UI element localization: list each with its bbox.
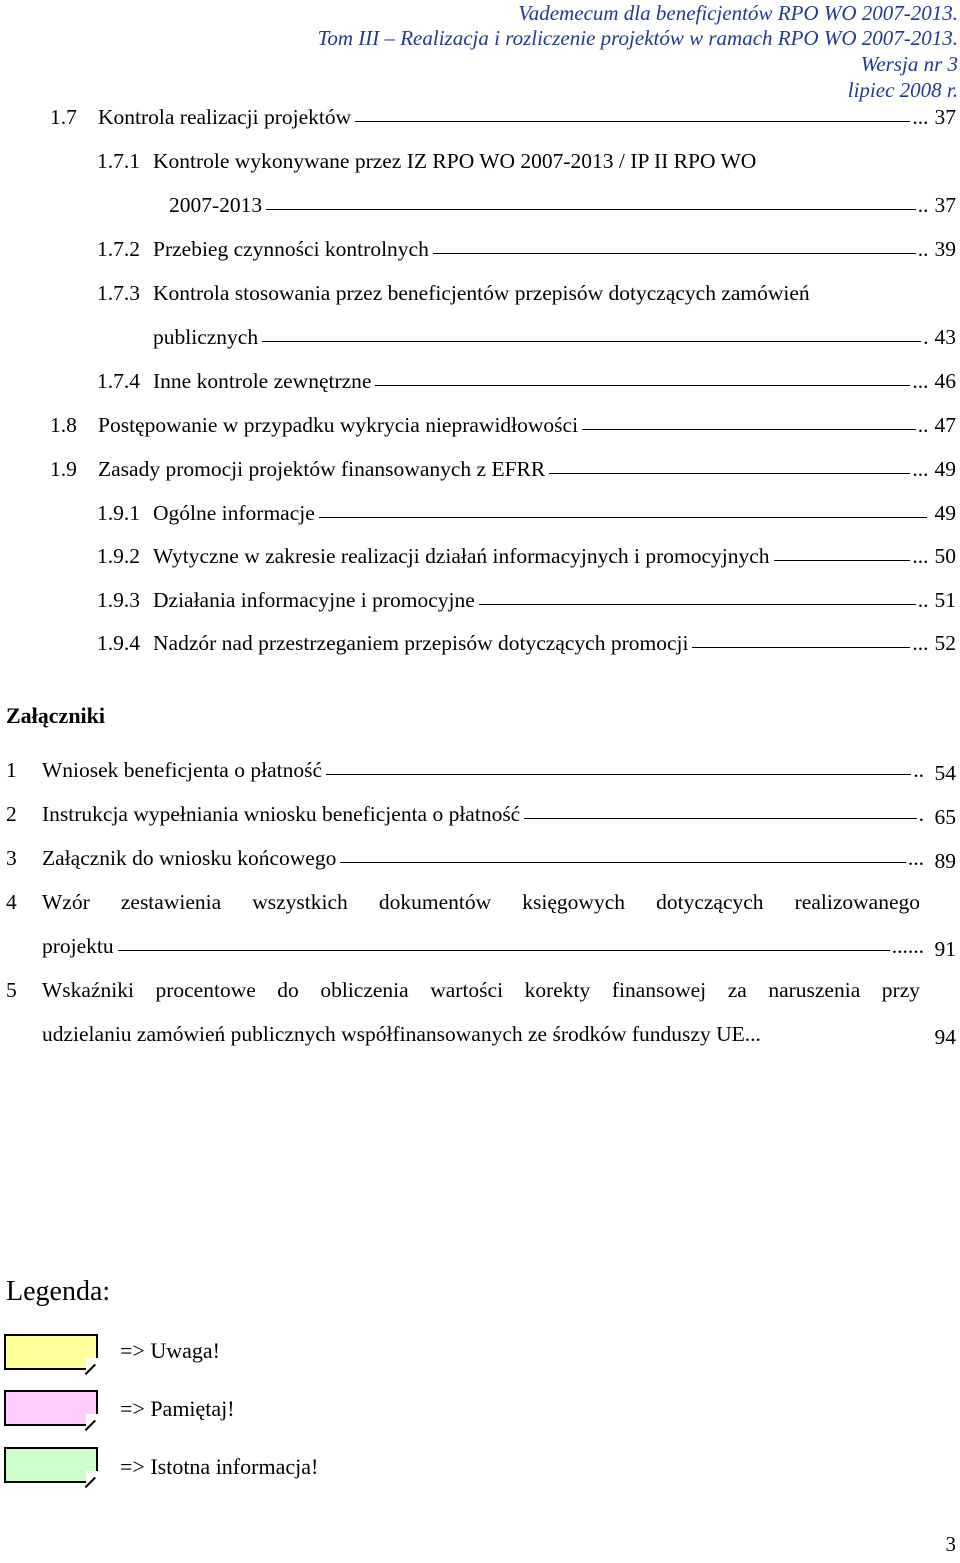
toc-page: 49 [934,457,956,481]
attachment-number: 3 [6,846,17,870]
toc-entry-1-7-1-cont[interactable] [169,192,956,218]
attachment-page: 91 [934,937,956,961]
header-line-1: Vademecum dla beneficjentów RPO WO 2007-2013. [518,1,958,25]
attachment-page: 65 [934,805,956,829]
attachment-dots: ... [907,846,924,870]
toc-entry-1-7-4[interactable] [97,368,956,394]
toc-entry-1-9[interactable] [50,456,956,482]
toc-number: 1.7.3 [97,281,140,305]
toc-page: 39 [934,237,956,261]
page-number: 3 [945,1532,956,1556]
toc-number: 1.8 [50,413,77,437]
toc-page: 37 [934,193,956,217]
legend-label-uwaga: => Uwaga! [120,1338,220,1363]
toc-dots: .. [917,588,929,612]
attachment-page: 54 [934,761,956,785]
toc-entry-1-7-3[interactable] [97,280,956,306]
toc-number: 1.9.1 [97,501,140,525]
attachment-entry-4-cont[interactable] [42,934,924,959]
attachment-entry-5-cont[interactable] [42,1022,924,1047]
legend-swatch-green [4,1447,98,1483]
attachment-number: 2 [6,802,17,826]
toc-leader [524,818,916,819]
toc-number: 1.9.4 [97,631,140,655]
toc-title-continued: 2007-2013 [169,193,263,217]
legend-swatch-pink [4,1390,98,1426]
toc-entry-1-9-1[interactable] [97,500,956,526]
toc-title: Ogólne informacje [153,501,315,525]
toc-title: Zasady promocji projektów finansowanych z EFRR [98,457,546,481]
toc-number: 1.7.2 [97,237,140,261]
toc-dots: .. [917,413,929,437]
attachment-page: 94 [934,1025,956,1049]
toc-leader [266,209,916,210]
header-line-4: lipiec 2008 r. [847,78,958,102]
attachments-heading: Załączniki [6,703,106,728]
toc-leader [118,950,890,951]
attachment-entry-3[interactable] [42,846,924,871]
legend-swatch-yellow [4,1334,98,1370]
toc-dots: .. [917,193,929,217]
attachment-dots: ...... [891,934,924,958]
legend-title: Legenda: [6,1276,111,1307]
legend-label-istotna: => Istotna informacja! [120,1454,319,1479]
toc-entry-1-9-2[interactable] [97,543,956,569]
attachment-number: 4 [6,890,17,914]
toc-leader [549,473,910,474]
attachment-number: 5 [6,978,17,1002]
attachment-entry-4[interactable]: Wzór zestawienia wszystkich dokumentów księgowych dotyczących realizowanego [42,890,920,914]
toc-dots: .. [917,237,929,261]
toc-title: Wytyczne w zakresie realizacji działań informacyjnych i promocyjnych [153,544,770,568]
toc-number: 1.7.1 [97,149,140,173]
attachment-dots: .. [913,758,924,782]
toc-title: Inne kontrole zewnętrzne [153,369,372,393]
toc-page: 52 [934,631,956,655]
toc-title: Kontrola stosowania przez beneficjentów przepisów dotyczących zamówień [153,281,810,305]
toc-leader [355,121,910,122]
toc-number: 1.7.4 [97,369,140,393]
toc-page: 37 [934,105,956,129]
toc-dots: ... [912,631,929,655]
toc-leader [375,385,910,386]
toc-title: Kontrole wykonywane przez IZ RPO WO 2007-2013 / IP II RPO WO [153,149,757,173]
attachment-entry-2[interactable] [42,802,924,827]
attachment-entry-1[interactable] [42,758,924,783]
toc-dots: ... [912,369,929,393]
toc-dots: ... [912,457,929,481]
toc-entry-1-7-3-cont[interactable] [153,324,956,350]
attachment-title: Instrukcja wypełniania wniosku beneficjenta o płatność [42,802,521,826]
toc-title-continued: publicznych [153,325,259,349]
toc-page: 43 [934,325,956,349]
toc-leader [340,862,906,863]
toc-entry-1-9-3[interactable] [97,587,956,613]
attachment-dots: ... [744,1022,761,1046]
toc-dots: ... [912,544,929,568]
toc-number: 1.9 [50,457,77,481]
toc-entry-1-7-2[interactable] [97,236,956,262]
header-line-3: Wersja nr 3 [860,52,958,76]
toc-leader [479,604,916,605]
toc-dots: ... [912,105,929,129]
toc-title: Kontrola realizacji projektów [98,105,352,129]
attachment-entry-5[interactable]: Wskaźniki procentowe do obliczenia wartości korekty finansowej za naruszenia przy [42,978,920,1002]
toc-title: Postępowanie w przypadku wykrycia nieprawidłowości [98,413,579,437]
attachment-page: 89 [934,849,956,873]
toc-page: 47 [934,413,956,437]
toc-title: Przebieg czynności kontrolnych [153,237,429,261]
toc-leader [582,429,916,430]
toc-number: 1.7 [50,105,77,129]
toc-entry-1-9-4[interactable] [97,630,956,656]
toc-entry-1-7-1[interactable] [97,148,956,174]
toc-leader [433,253,916,254]
toc-page: 51 [934,588,956,612]
attachment-title: Załącznik do wniosku końcowego [42,846,337,870]
attachment-title-continued: udzielaniu zamówień publicznych współfinansowanych ze środków funduszy UE [42,1022,745,1046]
toc-entry-1-7[interactable] [50,104,956,130]
attachment-number: 1 [6,758,17,782]
toc-leader [262,341,921,342]
toc-title: Nadzór nad przestrzeganiem przepisów dotyczących promocji [153,631,689,655]
toc-leader [692,647,910,648]
toc-title: Działania informacyjne i promocyjne [153,588,475,612]
attachment-dots: . [918,802,924,826]
toc-number: 1.9.3 [97,588,140,612]
toc-leader [319,517,927,518]
toc-number: 1.9.2 [97,544,140,568]
toc-entry-1-8[interactable] [50,412,956,438]
attachment-title: Wniosek beneficjenta o płatność [42,758,322,782]
attachment-title-continued: projektu [42,934,114,958]
header-line-2: Tom III – Realizacja i rozliczenie projektów w ramach RPO WO 2007-2013. [317,26,958,50]
toc-dots: . [923,325,929,349]
legend-label-pamietaj: => Pamiętaj! [120,1396,235,1421]
toc-leader [326,774,911,775]
toc-page: 46 [934,369,956,393]
toc-page: 49 [934,501,956,525]
toc-leader [774,560,911,561]
toc-page: 50 [934,544,956,568]
